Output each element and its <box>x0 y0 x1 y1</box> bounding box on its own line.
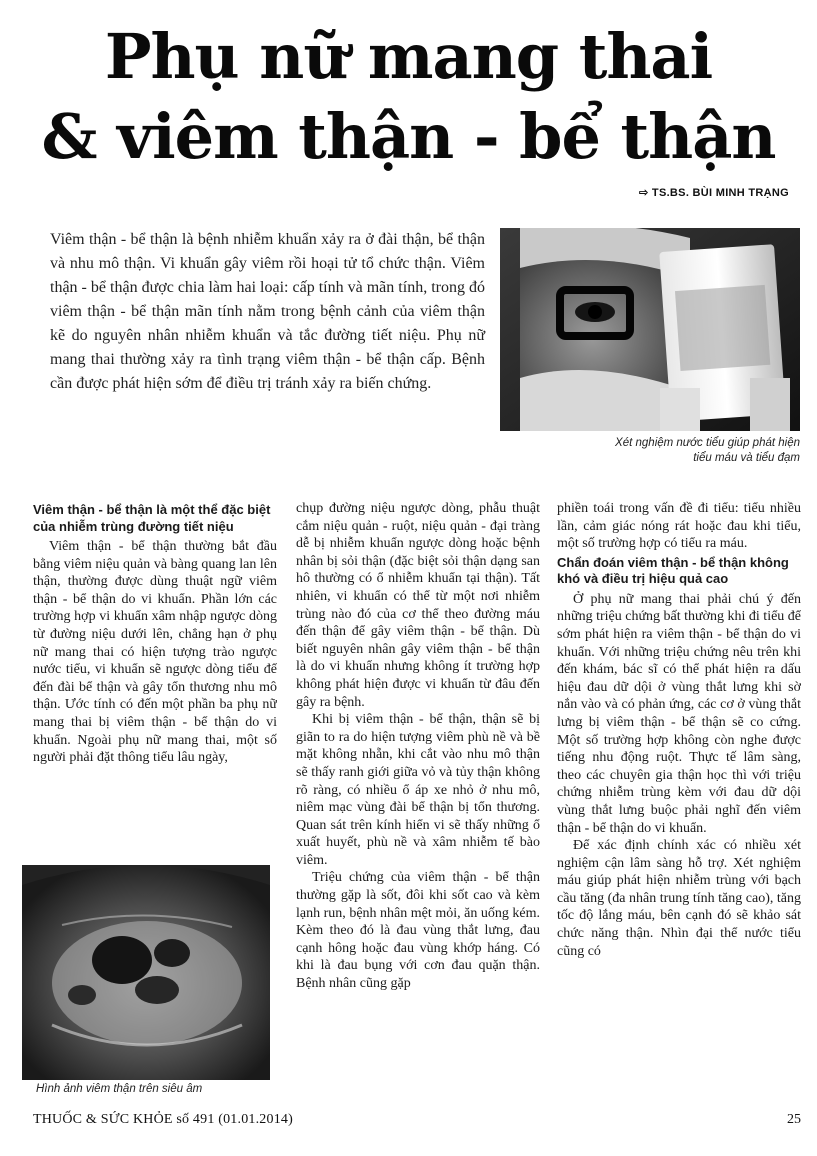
column-3-paragraph-2: Ở phụ nữ mang thai phải chú ý đến những triệu chứng bất thường khi đi tiểu để sớm phát hiện ra viêm thận - bể thận do vi khuẩn. Với những triệu chứng nêu trên khi đến khám, bác sĩ có thể phát hiện ra dấu hiệu đau dữ dội ở vùng thắt lưng khi sờ nắn vào và có phản ứng, các cơ ở vùng thắt lưng bị viêm thận - bể thận sẽ co cứng. Một số trường hợp không còn nghe được tiếng nhu động ruột. Thực tế lâm sàng, theo các chuyên gia thận học thì với triệu chứng nhiễm trùng kèm với đau dữ dội vùng thắt lưng buộc phải nghĩ đến viêm thận - bể thận do vi khuẩn. <box>557 591 801 836</box>
section-heading-2: Chẩn đoán viêm thận - bể thận không khó và điều trị hiệu quả cao <box>557 554 789 587</box>
column-3-paragraph-3: Để xác định chính xác có nhiều xét nghiệm cận lâm sàng hỗ trợ. Xét nghiệm máu giúp phát hiện nhiễm trùng với bạch cầu tăng (đa nhân trung tính tăng cao), tăng tốc độ lắng máu, bên cạnh đó sẽ khảo sát chức năng thận. Nhìn đại thể nước tiểu cũng có <box>557 838 801 959</box>
ultrasound-photo <box>22 865 270 1080</box>
doctor-holding-sample-image <box>500 228 800 431</box>
article-title-line-2: & viêm thận - bể thận <box>41 100 776 173</box>
section-heading-1: Viêm thận - bể thận là một thể đặc biệt của nhiễm trùng đường tiết niệu <box>33 502 271 534</box>
photo-caption-top: Xét nghiệm nước tiểu giúp phát hiện tiểu máu và tiểu đạm <box>615 437 800 464</box>
author-name: TS.BS. BÙI MINH TRẠNG <box>651 187 789 199</box>
article-column-1 <box>33 500 277 857</box>
doctor-urine-test-photo <box>500 228 800 431</box>
article-column-2 <box>296 500 540 1100</box>
article-column-3 <box>557 500 801 1100</box>
column-2-paragraph-1: chụp đường niệu ngược dòng, phẫu thuật cắm niệu quản - ruột, niệu quản - đại tràng dễ bị nhiễm khuẩn ngược dòng hoặc bệnh nhân bị sỏi thận (đặc biệt sỏi thận dạng san hô thường có ổ nhiễm khuẩn tại thận). Tất nhiên, vi khuẩn có thể từ một nơi nhiễm trùng nào đó của cơ thể theo đường máu đến thận để gây viêm thận - bể thận. Dù biết nguyên nhân gây viêm thận - bể thận là do vi khuẩn nhưng không ít trường hợp không phát hiện được vi khuẩn từ đâu đến gây ra bệnh. <box>296 501 540 710</box>
kidney-ultrasound-image <box>22 865 270 1080</box>
author-byline <box>639 186 789 199</box>
photo-caption-bottom: Hình ảnh viêm thận trên siêu âm <box>36 1083 203 1095</box>
column-2-paragraph-2: Khi bị viêm thận - bể thận, thận sẽ bị giãn to ra do hiện tượng viêm phù nề và bề mặt không nhẵn, khi cắt vào nhu mô thận sẽ thấy ranh giới giữa vỏ và tủy thận không rõ ràng, có nhiều ổ áp xe nhỏ ở nhu mô, niêm mạc vùng đài bể thận bị tổn thương. Quan sát trên kính hiển vi sẽ thấy những ổ xuất huyết, phù nề và xâm nhiễm tế bào viêm. <box>296 712 540 868</box>
column-1-paragraph: Viêm thận - bể thận thường bắt đầu bằng viêm niệu quản và bàng quang lan lên thận, thường được dùng thuật ngữ viêm thận - bể thận do vi khuẩn. Phần lớn các trường hợp vi khuẩn xâm nhập ngược dòng từ đường niệu dưới lên, chẳng hạn ở phụ nữ mang thai có hiện tượng trào ngược nước tiểu, vi khuẩn sẽ ngược dòng tiểu để đến đài bể thận và gây tổn thương nhu mô thận. Ước tính có đến một phần ba phụ nữ mang thai bị viêm thận - bể thận do vi khuẩn. Ngoài phụ nữ mang thai, một số người phải đặt thông tiểu lâu ngày, <box>33 539 277 766</box>
column-2-paragraph-3: Triệu chứng của viêm thận - bể thận thường gặp là sốt, đôi khi sốt cao và kèm lạnh run, bệnh nhân mệt mỏi, ăn uống kém. Kèm theo đó là đau vùng thắt lưng, đau cạnh hông hoặc đau vùng khớp háng. Có khi là đau bụng với cơn đau quặn thận. Bệnh nhân cũng gặp <box>296 870 540 992</box>
byline-arrow-icon: ⇨ <box>639 187 652 199</box>
column-3-paragraph-1: phiền toái trong vấn đề đi tiểu: tiểu nhiều lần, cảm giác nóng rát hoặc đau khi tiểu, một số trường hợp có tiểu ra máu. <box>557 501 801 552</box>
article-title-line-1: Phụ nữ mang thai <box>104 20 713 93</box>
magazine-footer: THUỐC & SỨC KHỎE số 491 (01.01.2014) <box>33 1112 293 1127</box>
page-number: 25 <box>787 1112 801 1127</box>
lead-paragraph: Viêm thận - bể thận là bệnh nhiễm khuẩn xảy ra ở đài thận, bể thận và nhu mô thận. Vi khuẩn gây viêm rồi hoại tử tổ chức thận. Viêm thận - bể thận được chia làm hai loại: cấp tính và mãn tính, trong đó viêm thận - bể thận mãn tính nằm trong bệnh cảnh của viêm thận kẽ do nguyên nhân nhiễm khuẩn và tắc đường tiết niệu. Phụ nữ mang thai thường xảy ra tình trạng viêm thận - bể thận cấp. Bệnh cần được phát hiện sớm để điều trị tránh xảy ra biến chứng. <box>50 231 485 392</box>
